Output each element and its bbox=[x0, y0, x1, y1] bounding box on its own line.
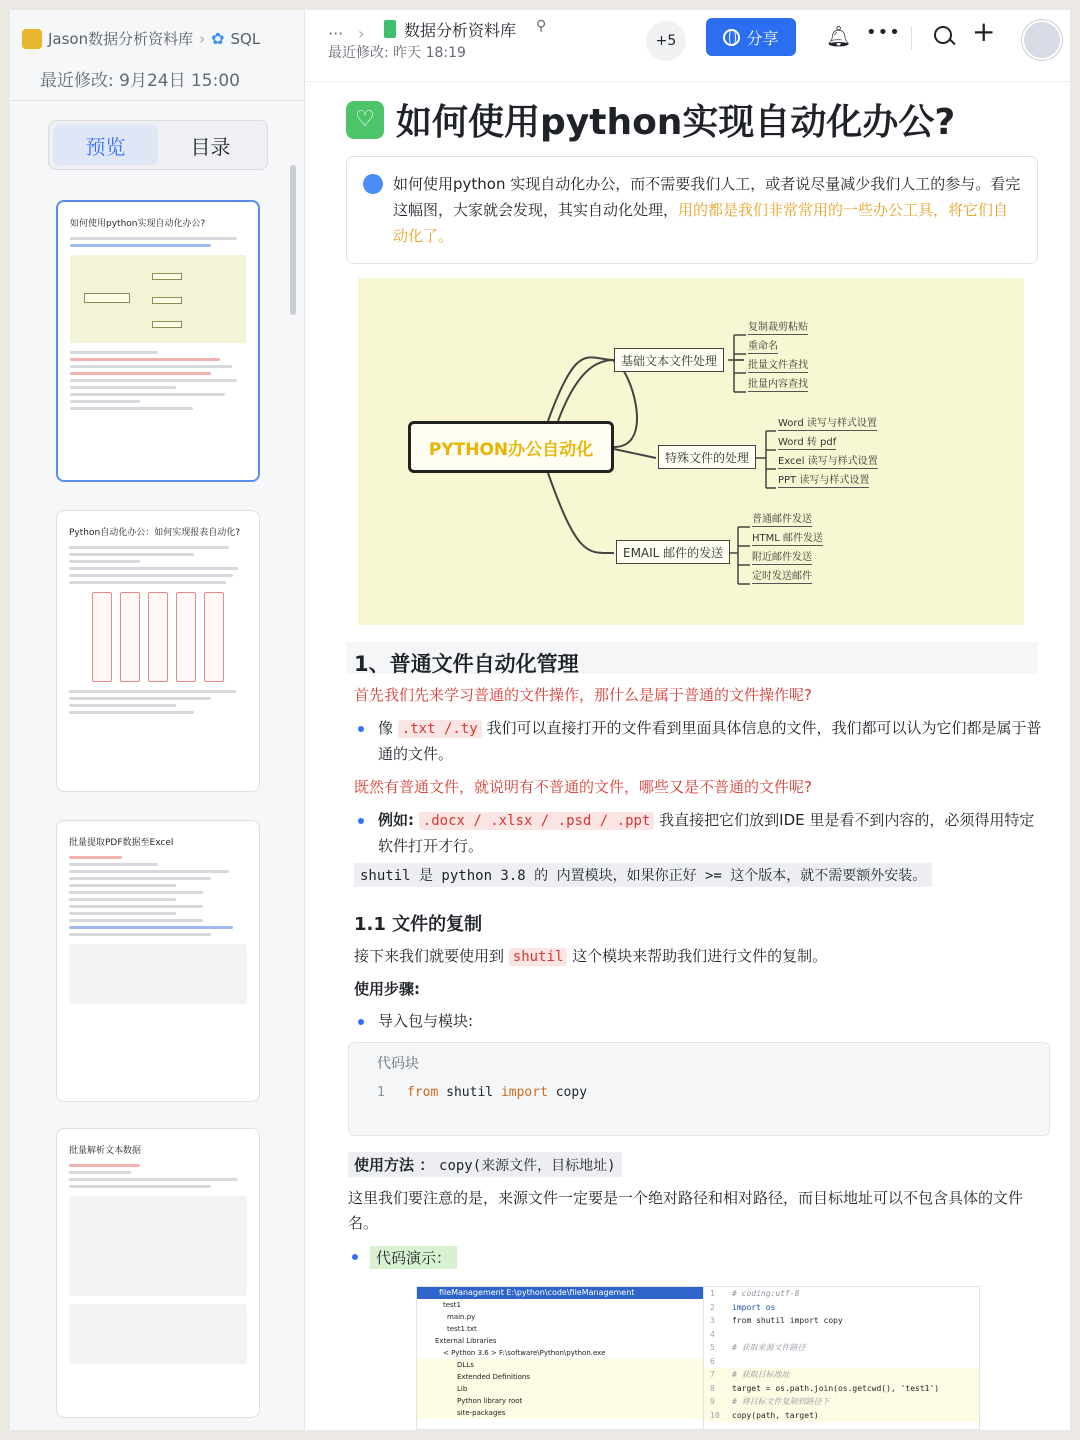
callout-box bbox=[346, 156, 1038, 264]
avatar[interactable] bbox=[1022, 20, 1062, 60]
add-icon[interactable]: + bbox=[972, 15, 996, 48]
list-item: 像 .txt /.ty 我们可以直接打开的文件看到里面具体信息的文件，我们都可以认为它们都是属于普通的文件。 bbox=[378, 719, 1042, 763]
tree-item: Extended Definitions bbox=[417, 1371, 703, 1383]
mindmap-leaf: Excel 读写与样式设置 bbox=[778, 452, 878, 469]
subsection-heading: 1.1 文件的复制 bbox=[354, 914, 483, 935]
tree-item: Lib bbox=[417, 1383, 703, 1395]
project-tree bbox=[417, 1287, 703, 1430]
bell-icon[interactable]: 🔔︎ bbox=[826, 24, 852, 48]
collaborators-badge[interactable]: +5 bbox=[646, 21, 686, 61]
mindmap-leaf: PPT 读写与样式设置 bbox=[778, 471, 869, 488]
page-thumbnail[interactable] bbox=[56, 820, 260, 1102]
mindmap-leaf: 批量文件查找 bbox=[748, 356, 808, 373]
line-number: 1 bbox=[377, 1085, 385, 1100]
thumbnail-title: Python自动化办公：如何实现报表自动化? bbox=[69, 528, 240, 538]
thumbnail-code bbox=[69, 944, 247, 1004]
tree-item: < Python 3.6 > F:\software\Python\python.exe bbox=[443, 1349, 606, 1357]
tree-item: main.py bbox=[447, 1313, 476, 1321]
steps-label: 使用步骤: bbox=[354, 980, 420, 998]
page-thumbnail[interactable] bbox=[56, 200, 260, 482]
breadcrumb-separator-icon: › bbox=[199, 29, 206, 48]
breadcrumb-child[interactable]: SQL bbox=[230, 29, 261, 48]
ide-screenshot bbox=[416, 1286, 980, 1430]
tree-item: site-packages bbox=[417, 1407, 703, 1419]
more-options-button[interactable]: ••• bbox=[866, 22, 901, 43]
bullet-icon bbox=[358, 1019, 364, 1025]
code-line: from shutil import copy bbox=[407, 1085, 588, 1100]
share-label: 分享 bbox=[746, 28, 779, 48]
tree-item: External Libraries bbox=[435, 1337, 497, 1345]
app-window bbox=[10, 10, 1070, 1430]
callout-highlight: 用的都是我们非常常用的一些办公工具，将它们自动化了。 bbox=[393, 201, 1009, 245]
thumbnail-diagram bbox=[69, 592, 247, 682]
bullet-icon bbox=[358, 818, 364, 824]
thumbnail-title: 如何使用python实现自动化办公? bbox=[70, 219, 206, 229]
inline-code: .docx / .xlsx / .psd / .ppt bbox=[419, 812, 655, 830]
sql-icon: ✿ bbox=[211, 29, 225, 48]
mindmap-leaf: Word 转 pdf bbox=[778, 433, 836, 450]
mindmap-leaf: 复制裁剪粘贴 bbox=[748, 318, 808, 335]
page-title bbox=[346, 94, 955, 145]
tree-item: Python library root bbox=[417, 1395, 703, 1407]
page-thumbnail[interactable] bbox=[56, 510, 260, 792]
document-title[interactable]: 数据分析资料库 bbox=[404, 21, 517, 40]
code-block[interactable] bbox=[348, 1042, 1050, 1136]
mindmap-leaf: Word 读写与样式设置 bbox=[778, 414, 877, 431]
mindmap-branch: EMAIL 邮件的发送 bbox=[616, 540, 730, 564]
paragraph: 这里我们要注意的是，来源文件一定要是一个绝对路径和相对路径，而目标地址可以不包含具体的文件名。 bbox=[348, 1189, 1024, 1232]
page-title-text: 如何使用python实现自动化办公? bbox=[396, 102, 956, 143]
search-icon[interactable] bbox=[934, 26, 952, 44]
library-icon bbox=[22, 29, 42, 49]
inline-code: .txt /.ty bbox=[398, 720, 482, 738]
paragraph: 接下来我们就要使用到 shutil 这个模块来帮助我们进行文件的复制。 bbox=[354, 947, 828, 965]
mindmap-leaf: 定时发送邮件 bbox=[752, 567, 812, 584]
mindmap-branch: 基础文本文件处理 bbox=[614, 348, 724, 372]
mindmap-image bbox=[358, 278, 1024, 625]
tab-toc[interactable]: 目录 bbox=[190, 134, 231, 159]
sidebar-last-modified: 最近修改: 9月24日 15:00 bbox=[40, 71, 240, 91]
mindmap-leaf: 重命名 bbox=[748, 337, 778, 354]
code-editor: 1 # coding:utf-8 2 import os 3 from shutil import copy 4 5 # 获取来源文件路径 6 7 # 获取目标地址 8 target = os.path.join(os.getcwd(), 'test1') 9 # 将目标文件复制到路径下 10 copy(path, target) bbox=[703, 1287, 980, 1430]
demo-label: 代码演示： bbox=[370, 1246, 457, 1269]
divider bbox=[10, 100, 305, 101]
document-outline-panel bbox=[10, 10, 305, 1430]
bullet-icon bbox=[358, 726, 364, 732]
thumbnail-title: 批量解析文本数据 bbox=[69, 1146, 142, 1156]
thumbnail-mindmap bbox=[70, 255, 246, 343]
tab-preview[interactable]: 预览 bbox=[53, 125, 158, 165]
breadcrumb-root[interactable]: Jason数据分析资料库 bbox=[48, 30, 194, 48]
list-item: 例如: .docx / .xlsx / .psd / .ppt 我直接把它们放到IDE 里是看不到内容的，必须得用特定软件打开才行。 bbox=[378, 811, 1035, 855]
mindmap-leaf: HTML 邮件发送 bbox=[752, 529, 823, 546]
code-block-label: 代码块 bbox=[377, 1056, 419, 1072]
pin-icon[interactable]: ⚲ bbox=[536, 18, 547, 34]
chevron-right-icon: › bbox=[358, 24, 365, 43]
mindmap-leaf: 批量内容查找 bbox=[748, 375, 808, 392]
document-icon bbox=[384, 20, 396, 38]
more-breadcrumb-button[interactable]: ··· bbox=[328, 24, 344, 43]
thumbnail-title: 批量提取PDF数据至Excel bbox=[69, 838, 174, 848]
last-modified: 最近修改: 昨天 18:19 bbox=[328, 45, 466, 61]
divider bbox=[911, 26, 912, 50]
inline-code: shutil bbox=[509, 948, 568, 966]
project-header: fileManagement E:\python\code\fileManagement bbox=[417, 1287, 703, 1299]
globe-icon bbox=[723, 29, 740, 46]
section-heading: 1、普通文件自动化管理 bbox=[354, 652, 579, 676]
tree-item: test1.txt bbox=[447, 1325, 477, 1333]
document-toolbar bbox=[306, 10, 1070, 82]
mindmap-branch: 特殊文件的处理 bbox=[658, 445, 756, 469]
list-item: 导入包与模块: bbox=[378, 1012, 474, 1030]
question-text: 既然有普通文件，就说明有不普通的文件，哪些又是不普通的文件呢? bbox=[354, 778, 812, 796]
tree-item: DLLs bbox=[417, 1359, 703, 1371]
view-mode-switch bbox=[48, 120, 268, 170]
question-text: 首先我们先来学习普通的文件操作，那什么是属于普通的文件操作呢? bbox=[354, 686, 812, 704]
thumbnail-code bbox=[69, 1196, 247, 1296]
document-body bbox=[306, 82, 1070, 1430]
inline-code-note: shutil 是 python 3.8 的 内置模块，如果你正好 >= 这个版本，就不需要额外安装。 bbox=[354, 863, 932, 887]
sidebar-scrollbar[interactable] bbox=[290, 165, 296, 315]
thumbnail-code bbox=[69, 1304, 247, 1364]
bullet-icon bbox=[352, 1254, 358, 1260]
share-button[interactable] bbox=[706, 18, 796, 56]
heart-icon: ♡ bbox=[346, 101, 384, 139]
mindmap-leaf: 普通邮件发送 bbox=[752, 510, 812, 527]
mindmap-root-node: PYTHON办公自动化 bbox=[408, 421, 614, 473]
breadcrumb bbox=[22, 28, 260, 49]
page-thumbnail[interactable] bbox=[56, 1128, 260, 1418]
usage-line: 使用方法 ： copy(来源文件，目标地址) bbox=[348, 1152, 622, 1177]
mindmap-leaf: 附近邮件发送 bbox=[752, 548, 812, 565]
callout-text: 如何使用python 实现自动化办公，而不需要我们人工，或者说尽量减少我们人工的参与。看完这幅图，大家就会发现，其实自动化处理， bbox=[393, 175, 1021, 219]
globe-icon bbox=[363, 174, 383, 194]
tree-item: test1 bbox=[443, 1301, 461, 1309]
